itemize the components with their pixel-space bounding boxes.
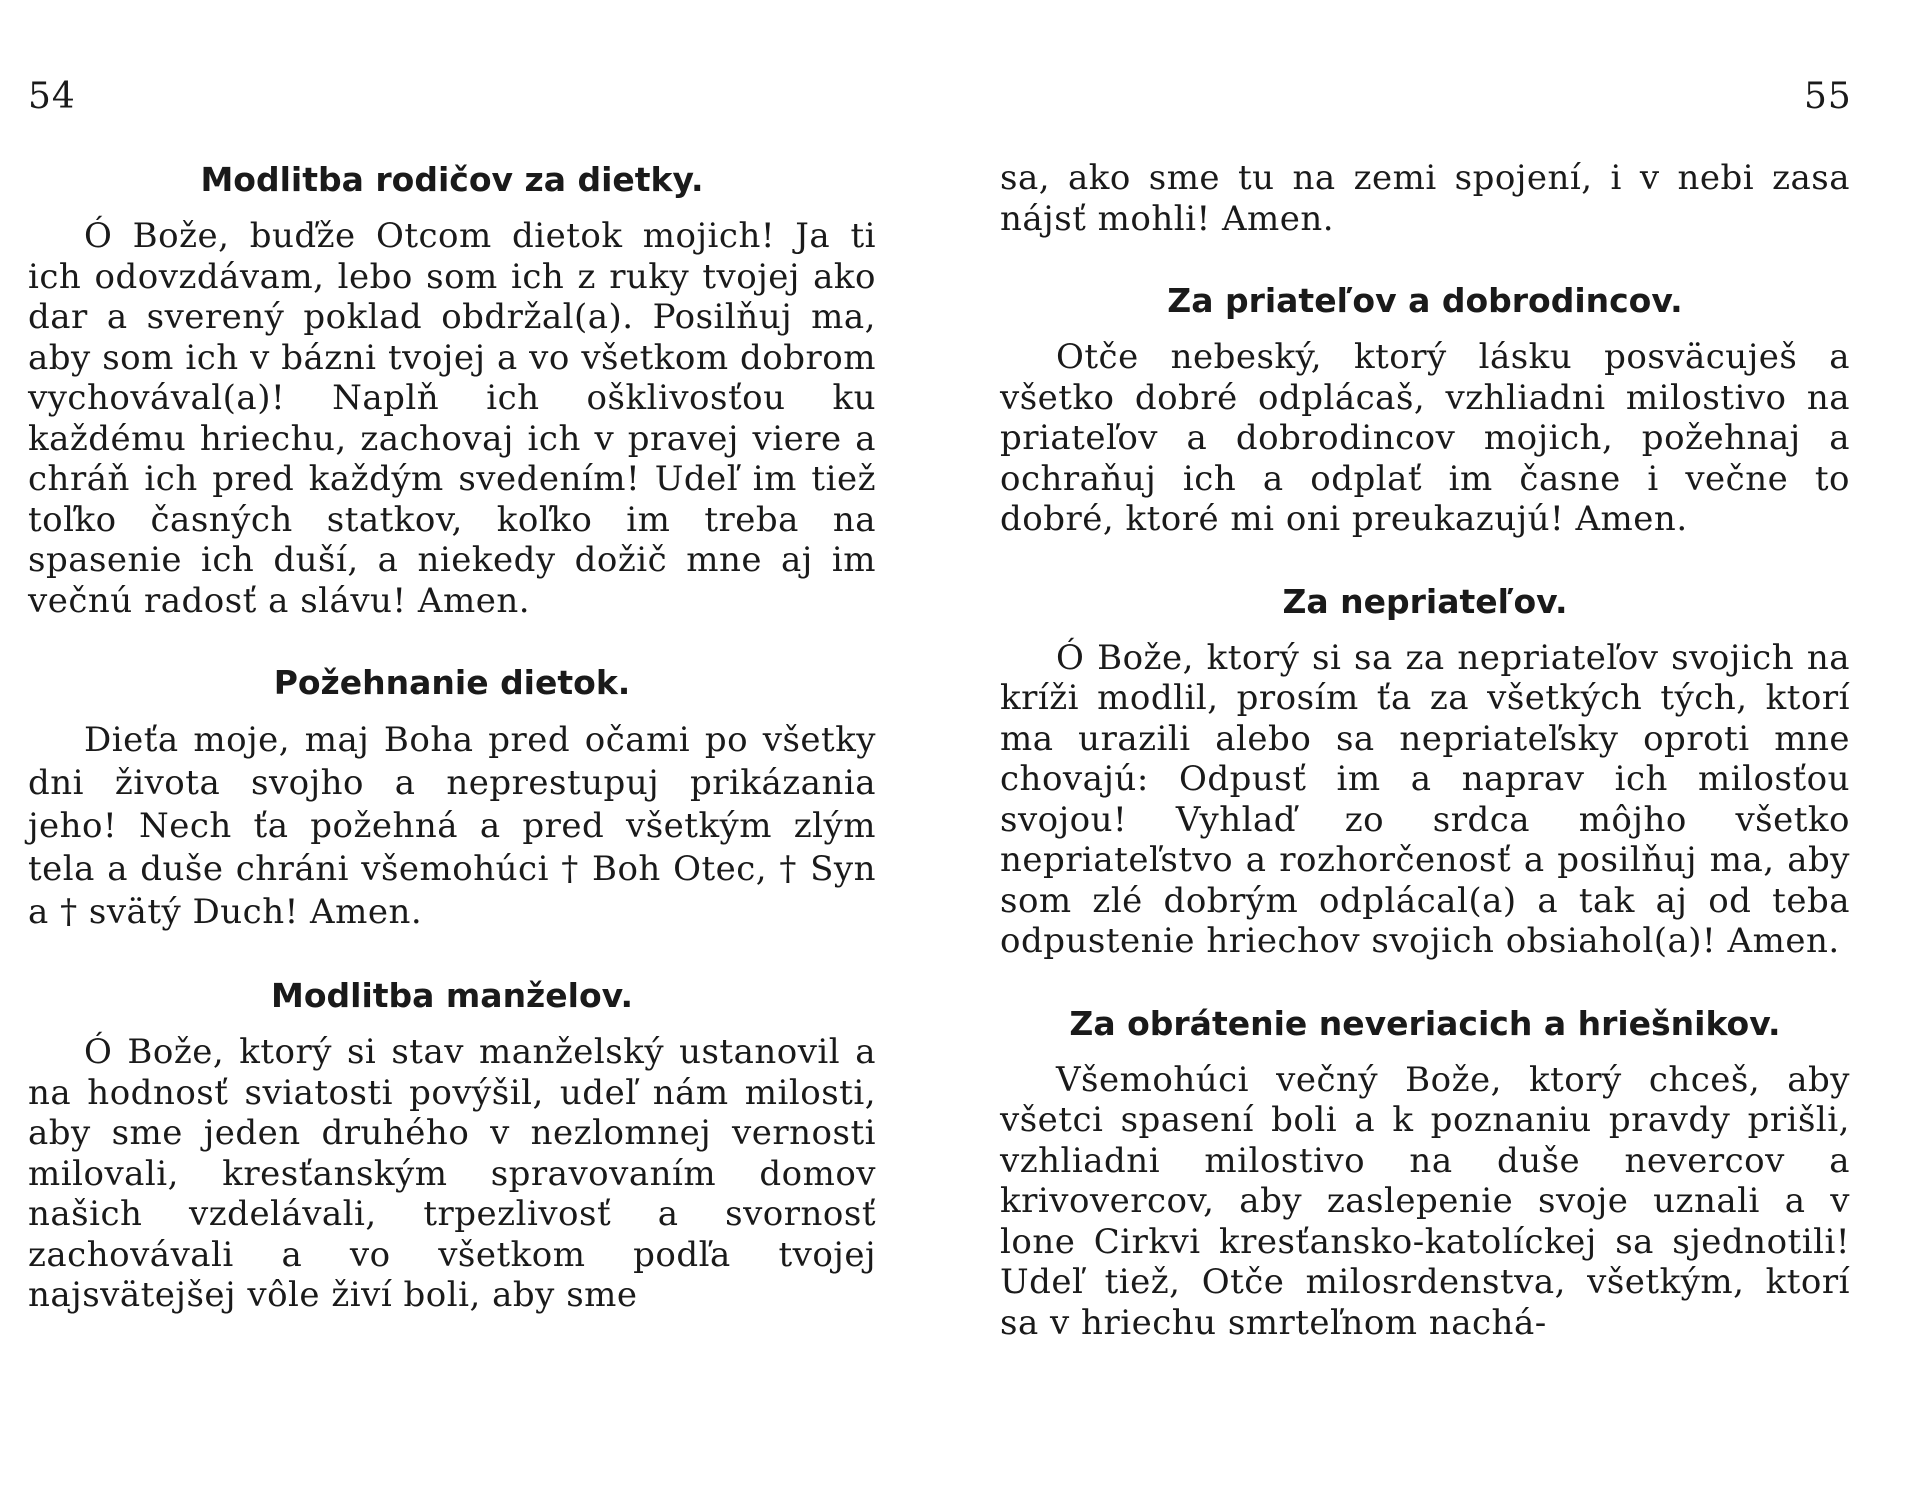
section-heading: Modlitba rodičov za dietky. [200,160,704,199]
section-heading: Požehnanie dietok. [273,663,631,702]
paragraph: Ó Bože, ktorý si sa za nepriateľov svojich na kríži modlil, prosím ťa za všetkých tých, ktorí ma urazili alebo sa nepriateľsky oproti mne chovajú: Odpusť im a naprav ich milosťou svojou! Vyhlaď zo srdca môjho všetko nepriateľstvo a rozhorčenosť a posilňuj ma, aby som zlé dobrým odplácal(a) a tak aj od teba odpustenie hriechov svojich obsiahol(a)! Amen. [1000,637,1850,961]
section-heading: Za nepriateľov. [1282,581,1568,621]
continuation-text [1000,158,1850,239]
section-text [1000,638,1850,962]
section-text [28,1032,876,1316]
left-page-column [28,158,876,1316]
right-page-column [1000,158,1850,1343]
section-text [28,216,876,621]
section-text [1000,1060,1850,1344]
paragraph: Všemohúci večný Bože, ktorý chceš, aby všetci spasení boli a k poznaniu pravdy prišli, vzhliadni milostivo na duše nevercov a krivovercov, aby zaslepenie svoje uznali a v lone Cirkvi kresťansko-katolíckej sa sjednotili! Udeľ tiež, Otče milosrdenstva, všetkým, ktorí sa v hriechu smrteľnom nachá- [1000,1059,1850,1343]
section-heading: Za priateľov a dobrodincov. [1167,281,1683,320]
paragraph: sa, ako sme tu na zemi spojení, i v nebi zasa nájsť mohli! Amen. [1000,158,1850,239]
section-heading: Za obrátenie neveriacich a hriešnikov. [1069,1003,1781,1043]
section-text [1000,337,1850,540]
section-heading: Modlitba manželov. [271,976,633,1015]
paragraph: Ó Bože, ktorý si stav manželský ustanovil a na hodnosť sviatosti povýšil, udeľ nám milosti, aby sme jeden druhého v nezlomnej vernosti milovali, kresťanským spravovaním domov našich vzdelávali, trpezlivosť a svornosť zachovávali a vo všetkom podľa tvojej najsvätejšej vôle živí boli, aby sme [28,1032,876,1315]
section-text [28,719,876,934]
page-number-right: 55 [1804,76,1852,117]
page-number-left: 54 [28,76,76,117]
paragraph: Ó Bože, buďže Otcom dietok mojich! Ja ti ich odovzdávam, lebo som ich z ruky tvojej ako dar a sverený poklad obdržal(a). Posilňuj ma, aby som ich v bázni tvojej a vo všetkom dobrom vychovával(a)! Naplň ich ošklivosťou ku každému hriechu, zachovaj ich v pravej viere a chráň ich pred každým svedením! Udeľ im tiež toľko časných statkov, koľko im treba na spasenie ich duší, a niekedy dožič mne aj im večnú radosť a slávu! Amen. [28,216,876,621]
paragraph: Otče nebeský, ktorý lásku posväcuješ a všetko dobré odplácaš, vzhliadni milostivo na priateľov a dobrodincov mojich, požehnaj a ochraňuj ich a odplať im časne i večne to dobré, ktoré mi oni preukazujú! Amen. [1000,337,1850,539]
paragraph: Dieťa moje, maj Boha pred očami po všetky dni života svojho a neprestupuj prikázania jeho! Nech ťa požehná a pred všetkým zlým tela a duše chráni všemohúci † Boh Otec, † Syn a † svätý Duch! Amen. [28,720,876,932]
